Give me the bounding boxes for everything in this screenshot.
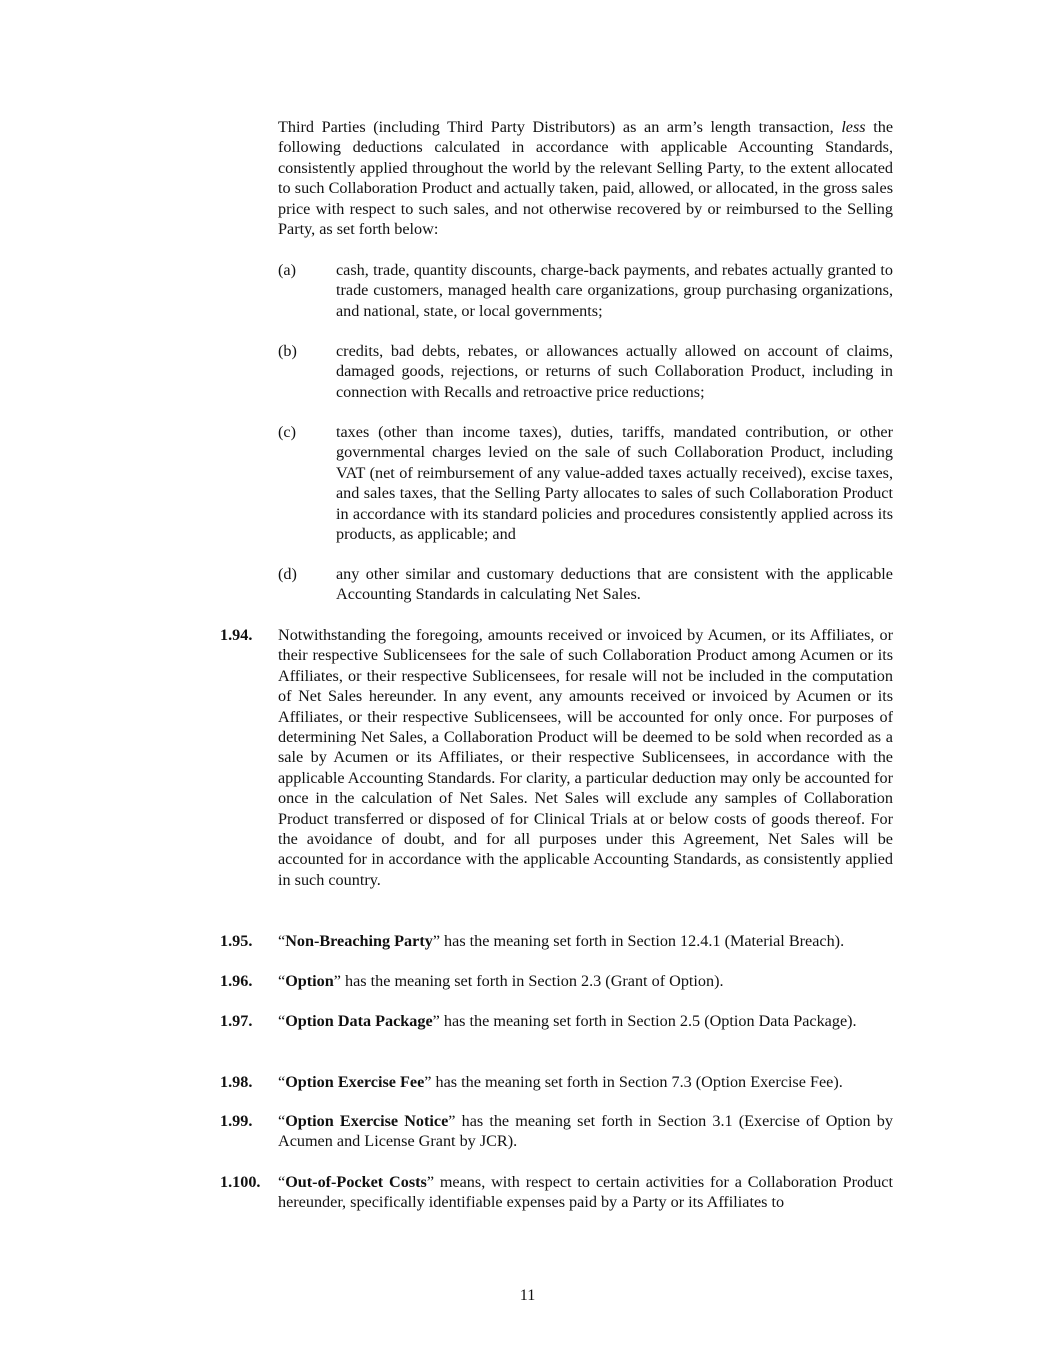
section-1-97 (220, 1011, 893, 1031)
section-number: 1.94. (220, 626, 253, 644)
deduction-label: (a) (278, 261, 296, 279)
defined-term: Option (285, 972, 334, 990)
section-number: 1.96. (220, 972, 253, 990)
section-1-95 (220, 931, 893, 951)
section-1-99 (220, 1111, 893, 1152)
continued-paragraph (278, 117, 893, 239)
deduction-text: taxes (other than income taxes), duties, tariffs, mandated contribution, or other governmental charges levied on the sale of such Collaboration Product, including VAT (net of reimbursement of any value-added taxes actually received), excise taxes, and sales taxes, that the Selling Party allocates to sales of such Collaboration Product in accordance with its standard policies and procedures consistently applied across its products, as applicable; and (336, 423, 893, 544)
section-number: 1.97. (220, 1012, 253, 1030)
page-number: 11 (519, 1286, 536, 1304)
section-text: “Option Data Package” has the meaning set forth in Section 2.5 (Option Data Package). (278, 1012, 857, 1030)
section-text: Notwithstanding the foregoing, amounts received or invoiced by Acumen, or its Affiliates, or their respective Sublicensees for the sale of such Collaboration Product among Acumen or its Affiliates, or their respective Sublicensees, for resale will not be included in the computation of Net Sales hereunder. In any event, any amounts received or invoiced by Acumen or its Affiliates, or their respective Sublicensees, will be accounted for only once. For purposes of determining Net Sales, a Collaboration Product will be deemed to be sold when recorded as a sale by Acumen or its Affiliates, or their respective Sublicensees, in accordance with the applicable Accounting Standards. For clarity, a particular deduction may only be accounted for once in the calculation of Net Sales. Net Sales will exclude any samples of Collaboration Product transferred or disposed of for Clinical Trials at or below costs of goods thereof. For the avoidance of doubt, and for all purposes under this Agreement, Net Sales will be accounted for in accordance with the applicable Accounting Standards, as consistently applied in such country. (278, 626, 893, 889)
defined-term: Option Data Package (285, 1012, 433, 1030)
section-1-94 (220, 625, 893, 890)
section-number: 1.100. (220, 1173, 261, 1191)
section-1-96 (220, 971, 893, 991)
defined-term: Out-of-Pocket Costs (285, 1173, 427, 1191)
deduction-label: (c) (278, 423, 296, 441)
deduction-label: (d) (278, 565, 297, 583)
deduction-text: any other similar and customary deductions that are consistent with the applicable Accounting Standards in calculating Net Sales. (336, 565, 893, 604)
section-number: 1.95. (220, 932, 253, 950)
defined-term: Option Exercise Fee (285, 1073, 425, 1091)
deduction-item (278, 341, 893, 402)
defined-term: Option Exercise Notice (285, 1112, 449, 1130)
deduction-text: credits, bad debts, rebates, or allowances actually allowed on account of claims, damaged goods, rejections, or returns of such Collaboration Product, including in connection with Recalls and retroactive price reductions; (336, 342, 893, 401)
section-text: “Option Exercise Notice” has the meaning set forth in Section 3.1 (Exercise of Option by Acumen and License Grant by JCR). (278, 1112, 893, 1151)
deduction-item (278, 260, 893, 321)
deduction-item (278, 422, 893, 544)
section-text: “Out-of-Pocket Costs” means, with respect to certain activities for a Collaboration Product hereunder, specifically identifiable expenses paid by a Party or its Affiliates to (278, 1173, 893, 1212)
section-text: “Option Exercise Fee” has the meaning set forth in Section 7.3 (Option Exercise Fee). (278, 1073, 843, 1091)
intro-emphasis: less (841, 118, 866, 136)
deduction-label: (b) (278, 342, 297, 360)
section-text: “Non-Breaching Party” has the meaning set forth in Section 12.4.1 (Material Breach). (278, 932, 845, 950)
section-1-100 (220, 1172, 893, 1213)
section-number: 1.98. (220, 1073, 253, 1091)
deduction-text: cash, trade, quantity discounts, charge-back payments, and rebates actually granted to trade customers, managed health care organizations, group purchasing organizations, and national, state, or local governments; (336, 261, 893, 320)
defined-term: Non-Breaching Party (285, 932, 433, 950)
section-1-98 (220, 1072, 893, 1092)
section-number: 1.99. (220, 1112, 253, 1130)
deduction-item (278, 564, 893, 605)
intro-text: Third Parties (including Third Party Distributors) as an arm’s length transaction, (278, 118, 842, 136)
section-text: “Option” has the meaning set forth in Section 2.3 (Grant of Option). (278, 972, 724, 990)
intro-text-cont: the following deductions calculated in accordance with applicable Accounting Standards, consistently applied throughout the world by the relevant Selling Party, to the extent allocated to such Collaboration Product and actually taken, paid, allowed, or allocated, in the gross sales price with respect to such sales, and not otherwise recovered by or reimbursed to the Selling Party, as set forth below: (278, 118, 893, 239)
